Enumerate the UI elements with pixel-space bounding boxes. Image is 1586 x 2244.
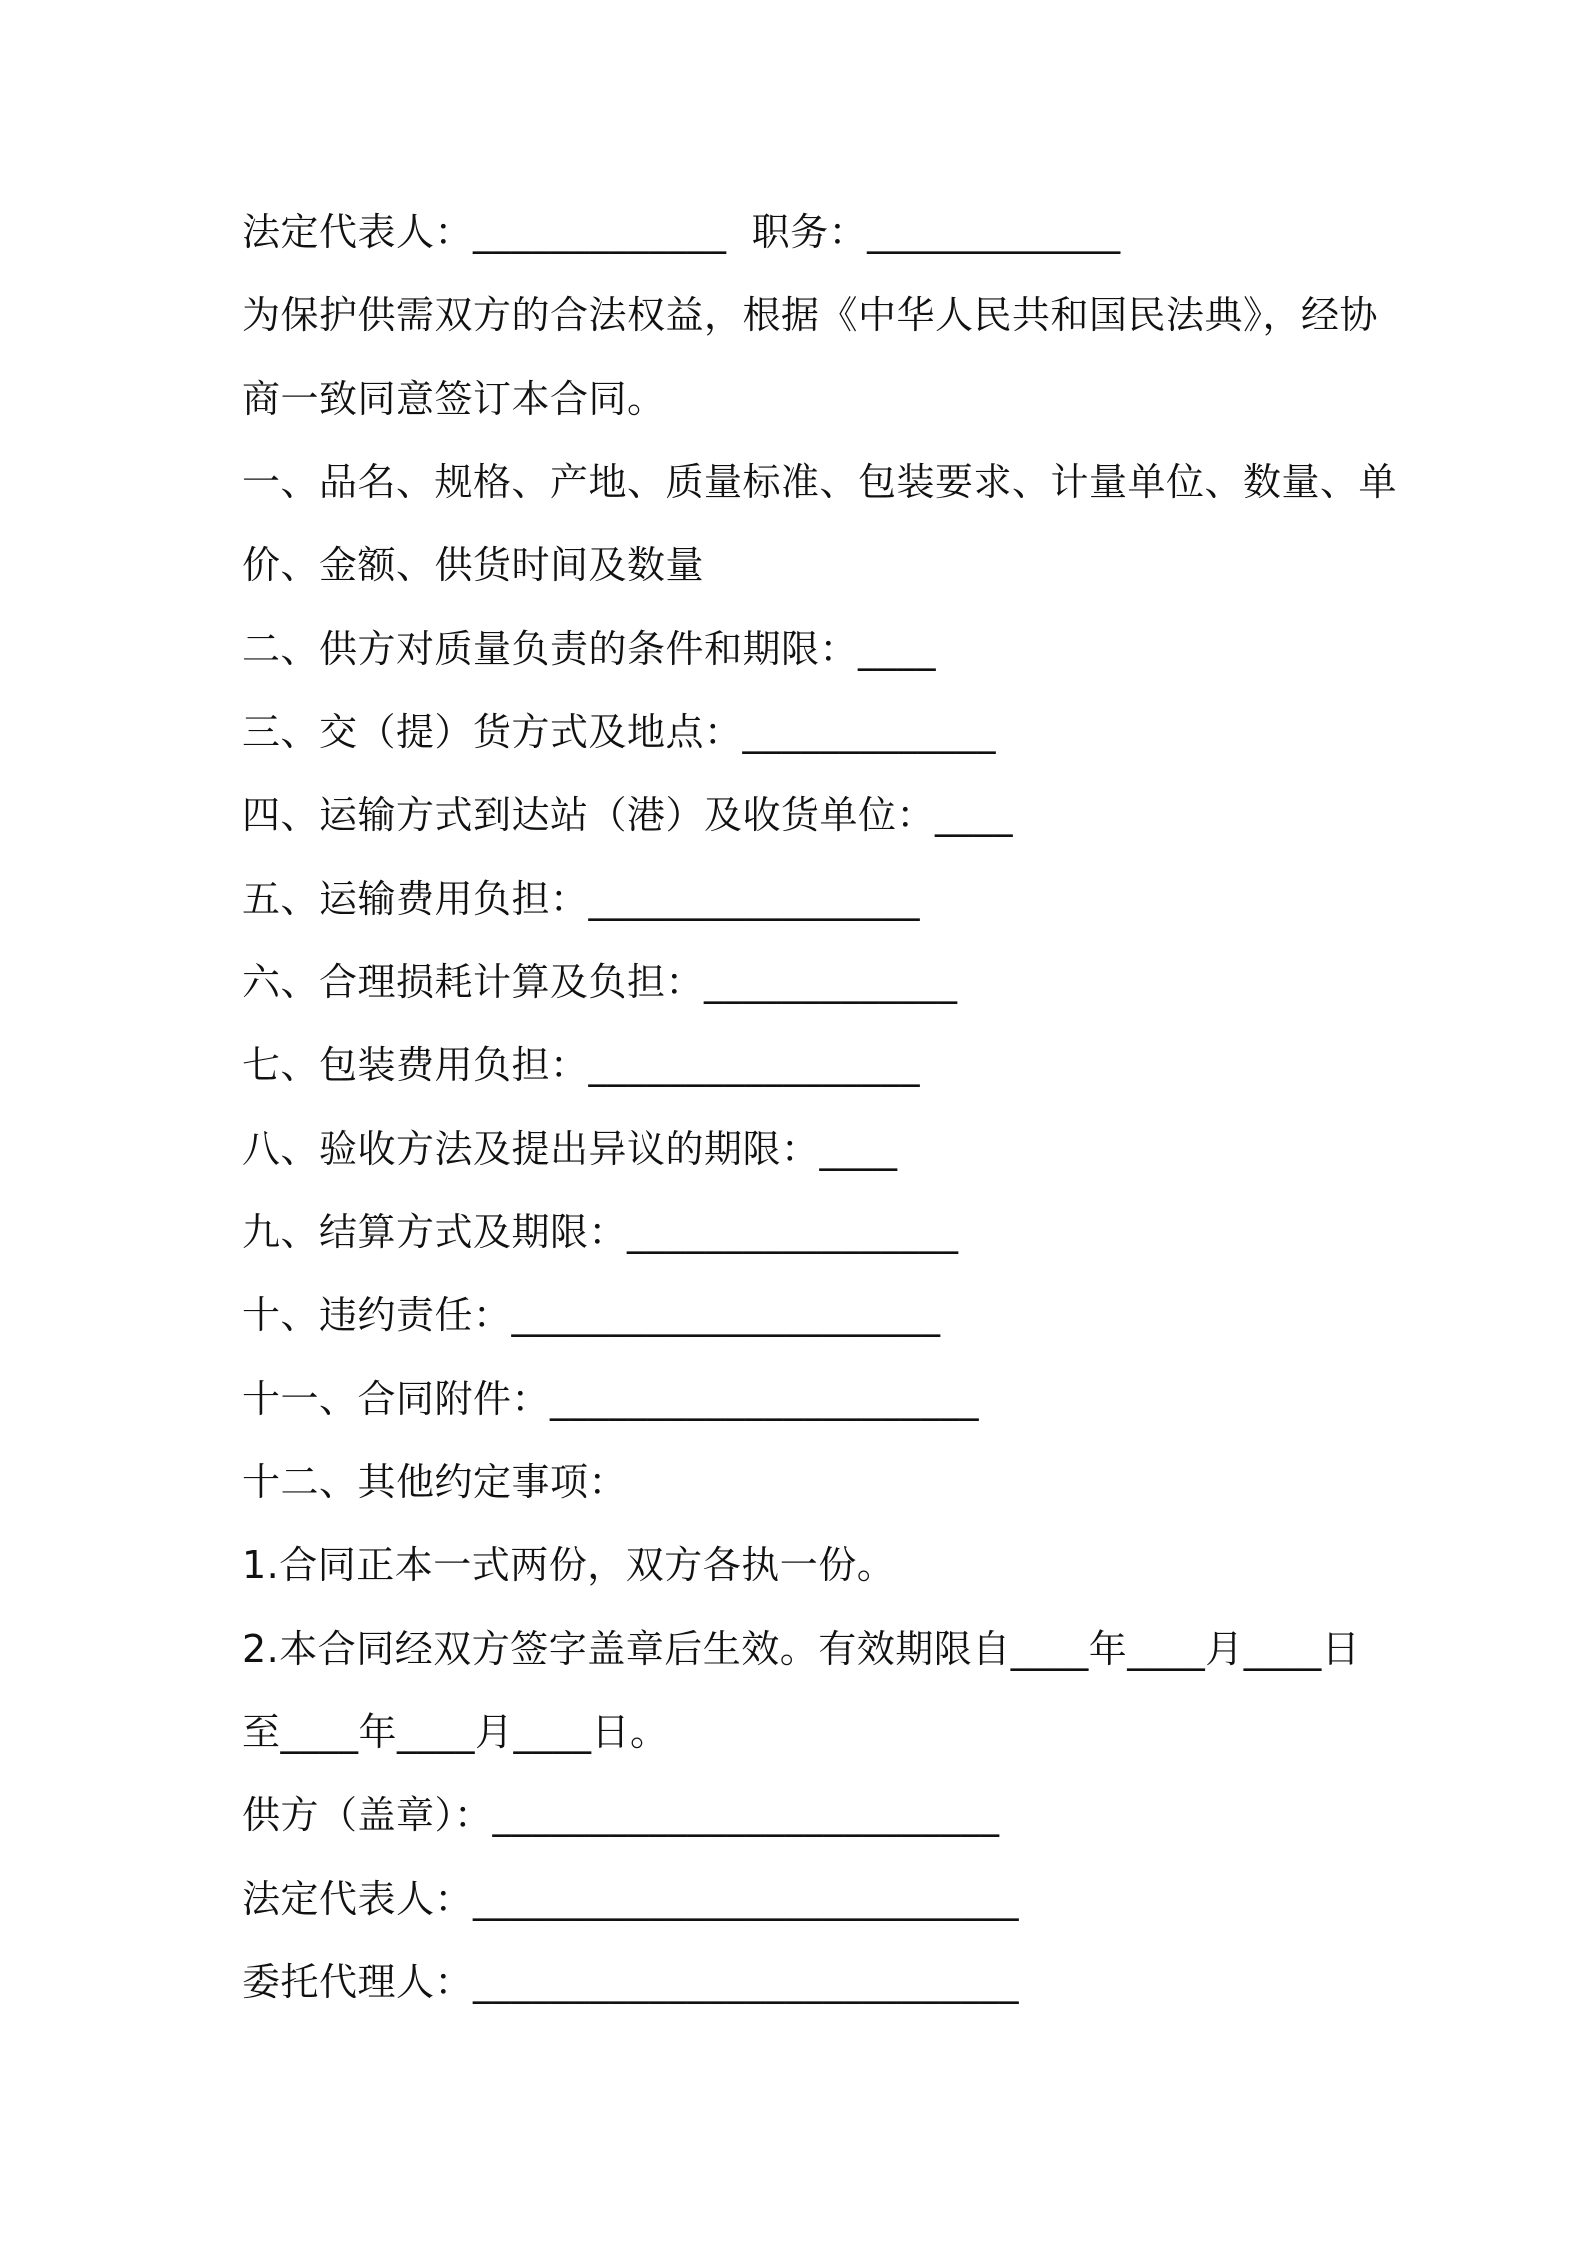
clause-12-item-2-line-1: 2.本合同经双方签字盖章后生效。有效期限自____年____月____日	[242, 1627, 1361, 1671]
clause-8: 八、验收方法及提出异议的期限：____	[242, 1127, 898, 1171]
clause-12-item-1: 1.合同正本一式两份，双方各执一份。	[242, 1543, 896, 1587]
clause-2: 二、供方对质量负责的条件和期限：____	[242, 627, 937, 671]
clause-7: 七、包装费用负担：_________________	[242, 1043, 921, 1087]
legal-rep-title-line: 法定代表人：_____________ 职务：_____________	[242, 210, 1121, 254]
supplier-agent-line: 委托代理人：____________________________	[242, 1960, 1020, 2004]
supplier-seal-line: 供方（盖章）：__________________________	[242, 1793, 1000, 1837]
clause-4: 四、运输方式到达站（港）及收货单位：____	[242, 793, 1014, 837]
intro-line-1: 为保护供需双方的合法权益，根据《中华人民共和国民法典》，经协	[242, 293, 1379, 337]
clause-1-line-1: 一、品名、规格、产地、质量标准、包装要求、计量单位、数量、单	[242, 460, 1398, 504]
clause-6: 六、合理损耗计算及负担：_____________	[242, 960, 958, 1004]
clause-11: 十一、合同附件：______________________	[242, 1377, 980, 1421]
clause-1-line-2: 价、金额、供货时间及数量	[242, 543, 705, 587]
clause-10: 十、违约责任：______________________	[242, 1293, 941, 1337]
intro-line-2: 商一致同意签订本合同。	[242, 377, 666, 421]
clause-5: 五、运输费用负担：_________________	[242, 877, 921, 921]
clause-12: 十二、其他约定事项：	[242, 1460, 628, 1504]
clause-3: 三、交（提）货方式及地点：_____________	[242, 710, 997, 754]
clause-12-item-2-line-2: 至____年____月____日。	[242, 1710, 669, 1754]
clause-9: 九、结算方式及期限：_________________	[242, 1210, 959, 1254]
supplier-legal-rep-line: 法定代表人：____________________________	[242, 1877, 1020, 1921]
